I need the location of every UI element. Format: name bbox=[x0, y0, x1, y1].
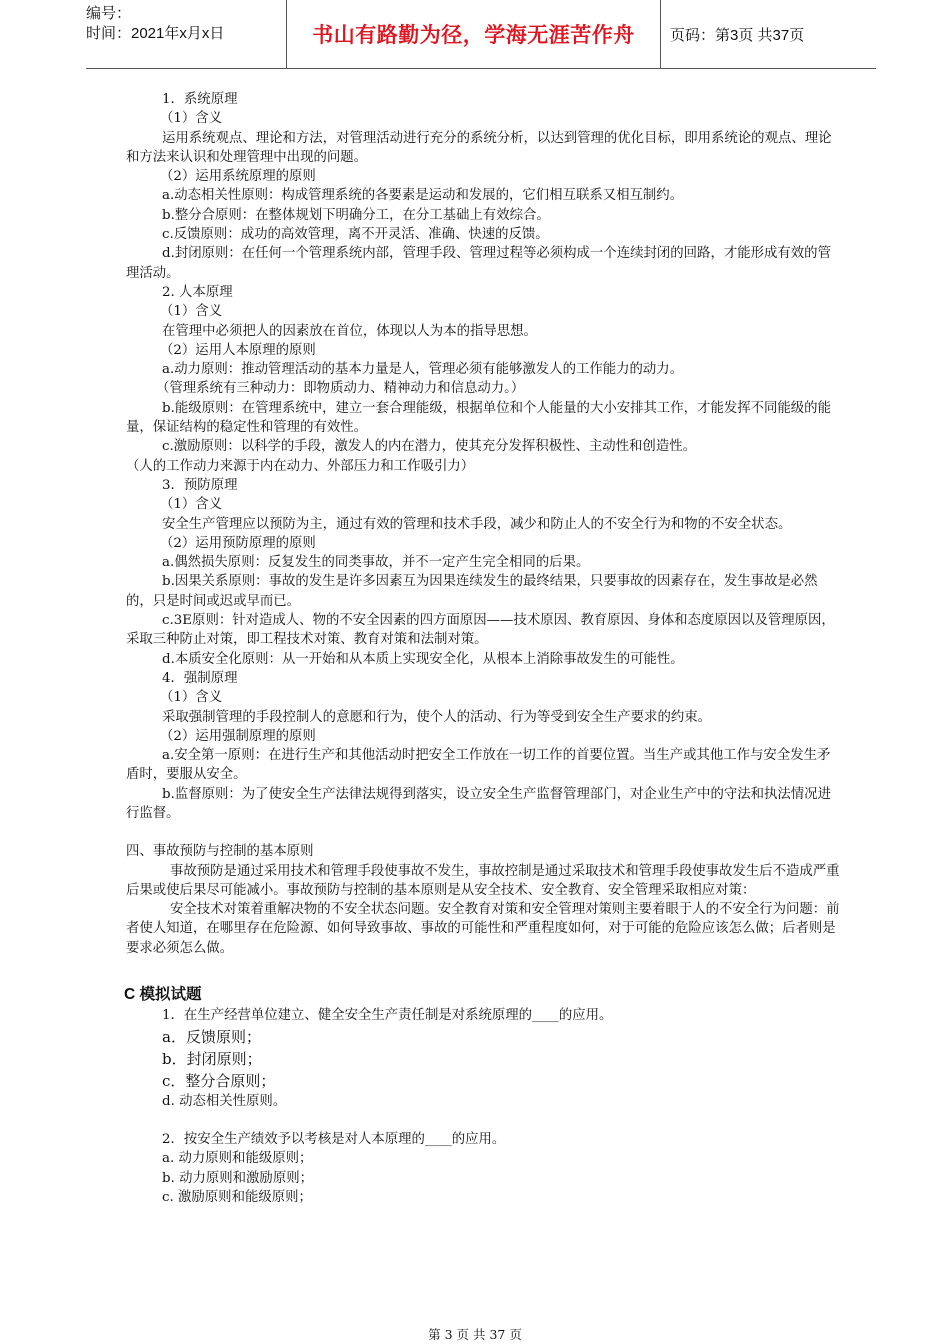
heading-human-principle: 2. 人本原理 bbox=[162, 284, 233, 300]
section-heading: 四、事故预防与控制的基本原则 bbox=[126, 844, 314, 860]
list-item: b.能级原则：在管理系统中，建立一套合理能级，根据单位和个人能量的大小安排其工作，才能发挥不同能级的能量，保证结构的稳定性和管理的有效性。 bbox=[126, 400, 831, 436]
list-item: b.监督原则：为了使安全生产法律法规得到落实，设立安全生产监督管理部门，对企业生产中的守法和执法情况进行监督。 bbox=[126, 786, 831, 821]
heading-system-principle: 1．系统原理 bbox=[162, 92, 238, 107]
question-2: 2．按安全生产绩效予以考核是对人本原理的____的应用。 bbox=[162, 1131, 506, 1147]
list-item: a.动力原则：推动管理活动的基本力量是人，管理必须有能够激发人的工作能力的动力。 bbox=[162, 362, 684, 378]
question-2-option-a: a. 动力原则和能级原则； bbox=[162, 1151, 313, 1167]
subheading: （1）含义 bbox=[160, 304, 223, 320]
header-time-label: 时间：2021年x月x日 bbox=[86, 25, 225, 42]
paragraph: （管理系统有三种动力：即物质动力、精神动力和信息动力。） bbox=[156, 381, 525, 397]
question-2-option-b: b. 动力原则和激励原则； bbox=[162, 1170, 313, 1186]
subheading: （2）运用人本原理的原则 bbox=[160, 342, 316, 358]
header-meta bbox=[86, 4, 286, 44]
list-item: a.偶然损失原则：反复发生的同类事故，并不一定产生完全相同的后果。 bbox=[162, 555, 590, 571]
heading-enforcement-principle: 4．强制原理 bbox=[162, 670, 238, 686]
question-1-option-a: a．反馈原则； bbox=[162, 1027, 261, 1046]
paragraph: 安全生产管理应以预防为主，通过有效的管理和技术手段，减少和防止人的不安全行为和物的不安全状态。 bbox=[162, 516, 792, 532]
page-header bbox=[86, 0, 876, 69]
paragraph: 采取强制管理的手段控制人的意愿和行为，使个人的活动、行为等受到安全生产要求的约束。 bbox=[162, 709, 712, 725]
heading-prevention-principle: 3．预防原理 bbox=[162, 477, 238, 493]
spacer bbox=[126, 1111, 842, 1130]
paragraph: 在管理中必须把人的因素放在首位，体现以人为本的指导思想。 bbox=[162, 323, 537, 339]
page-footer: 第 3 页 共 37 页 bbox=[428, 1327, 522, 1342]
list-item: a.动态相关性原则：构成管理系统的各要素是运动和发展的，它们相互联系又相互制约。 bbox=[162, 188, 684, 204]
subheading: （1）含义 bbox=[160, 497, 223, 513]
list-item: d.本质安全化原则：从一开始和从本质上实现安全化，从根本上消除事故发生的可能性。 bbox=[162, 651, 684, 667]
document-body bbox=[126, 90, 842, 1207]
header-divider-right bbox=[660, 0, 661, 68]
question-1-option-b: b．封闭原则； bbox=[162, 1049, 262, 1068]
spacer bbox=[126, 958, 842, 977]
subheading: （1）含义 bbox=[160, 690, 223, 706]
subheading: （2）运用强制原理的原则 bbox=[160, 728, 316, 744]
subheading: （2）运用系统原理的原则 bbox=[160, 169, 316, 185]
section-title-mock-exam: C 模拟试题 bbox=[124, 986, 202, 1004]
list-item: b.因果关系原则：事故的发生是许多因素互为因果连续发生的最终结果，只要事故的因素存在，发生事故是必然的，只是时间或迟或早而已。 bbox=[126, 574, 818, 609]
list-item: a.安全第一原则：在进行生产和其他活动时把安全工作放在一切工作的首要位置。当生产或其他工作与安全发生矛盾时，要服从安全。 bbox=[126, 748, 831, 783]
question-2-option-c: c. 激励原则和能级原则； bbox=[162, 1189, 312, 1205]
list-item: d.封闭原则：在任何一个管理系统内部，管理手段、管理过程等必须构成一个连续封闭的回路，才能形成有效的管理活动。 bbox=[126, 246, 831, 281]
subheading: （2）运用预防原理的原则 bbox=[160, 535, 316, 551]
list-item: c.3E原则：针对造成人、物的不安全因素的四方面原因——技术原因、教育原因、身体和态度原因以及管理原因，采取三种防止对策，即工程技术对策、教育对策和法制对策。 bbox=[126, 613, 835, 648]
subheading: （1）含义 bbox=[160, 111, 223, 127]
paragraph: 事故预防是通过采用技术和管理手段使事故不发生，事故控制是通过采取技术和管理手段使事故发生后不造成严重后果或使后果尽可能减小。事故预防与控制的基本原则是从安全技术、安全教育、安全管理采取相应对策： bbox=[126, 863, 840, 898]
question-1-option-d: d. 动态相关性原则。 bbox=[162, 1093, 287, 1109]
question-1-option-c: c．整分合原则； bbox=[162, 1071, 276, 1090]
paragraph: （人的工作动力来源于内在动力、外部压力和工作吸引力） bbox=[126, 458, 475, 474]
header-motto: 书山有路勤为径，学海无涯苦作舟 bbox=[312, 23, 635, 47]
header-number-label: 编号： bbox=[86, 5, 132, 22]
paragraph: 运用系统观点、理论和方法，对管理活动进行充分的系统分析，以达到管理的优化目标，即用系统论的观点、理论和方法来认识和处理管理中出现的问题。 bbox=[126, 130, 832, 165]
paragraph: 安全技术对策着重解决物的不安全状态问题。安全教育对策和安全管理对策则主要着眼于人的不安全行为问题：前者使人知道，在哪里存在危险源、如何导致事故、事故的可能性和严重程度如何，对于可能的危险应该怎么做；后者则是要求必须怎么做。 bbox=[126, 902, 840, 956]
list-item: c.反馈原则：成功的高效管理，离不开灵活、准确、快速的反馈。 bbox=[162, 227, 549, 243]
spacer bbox=[126, 823, 842, 842]
list-item: b.整分合原则：在整体规划下明确分工，在分工基础上有效综合。 bbox=[162, 207, 550, 223]
question-1: 1．在生产经营单位建立、健全安全生产责任制是对系统原理的____的应用。 bbox=[162, 1008, 613, 1024]
list-item: c.激励原则：以科学的手段，激发人的内在潜力，使其充分发挥积极性、主动性和创造性。 bbox=[162, 439, 696, 455]
header-page-info: 页码：第3页 共37页 bbox=[670, 27, 805, 44]
